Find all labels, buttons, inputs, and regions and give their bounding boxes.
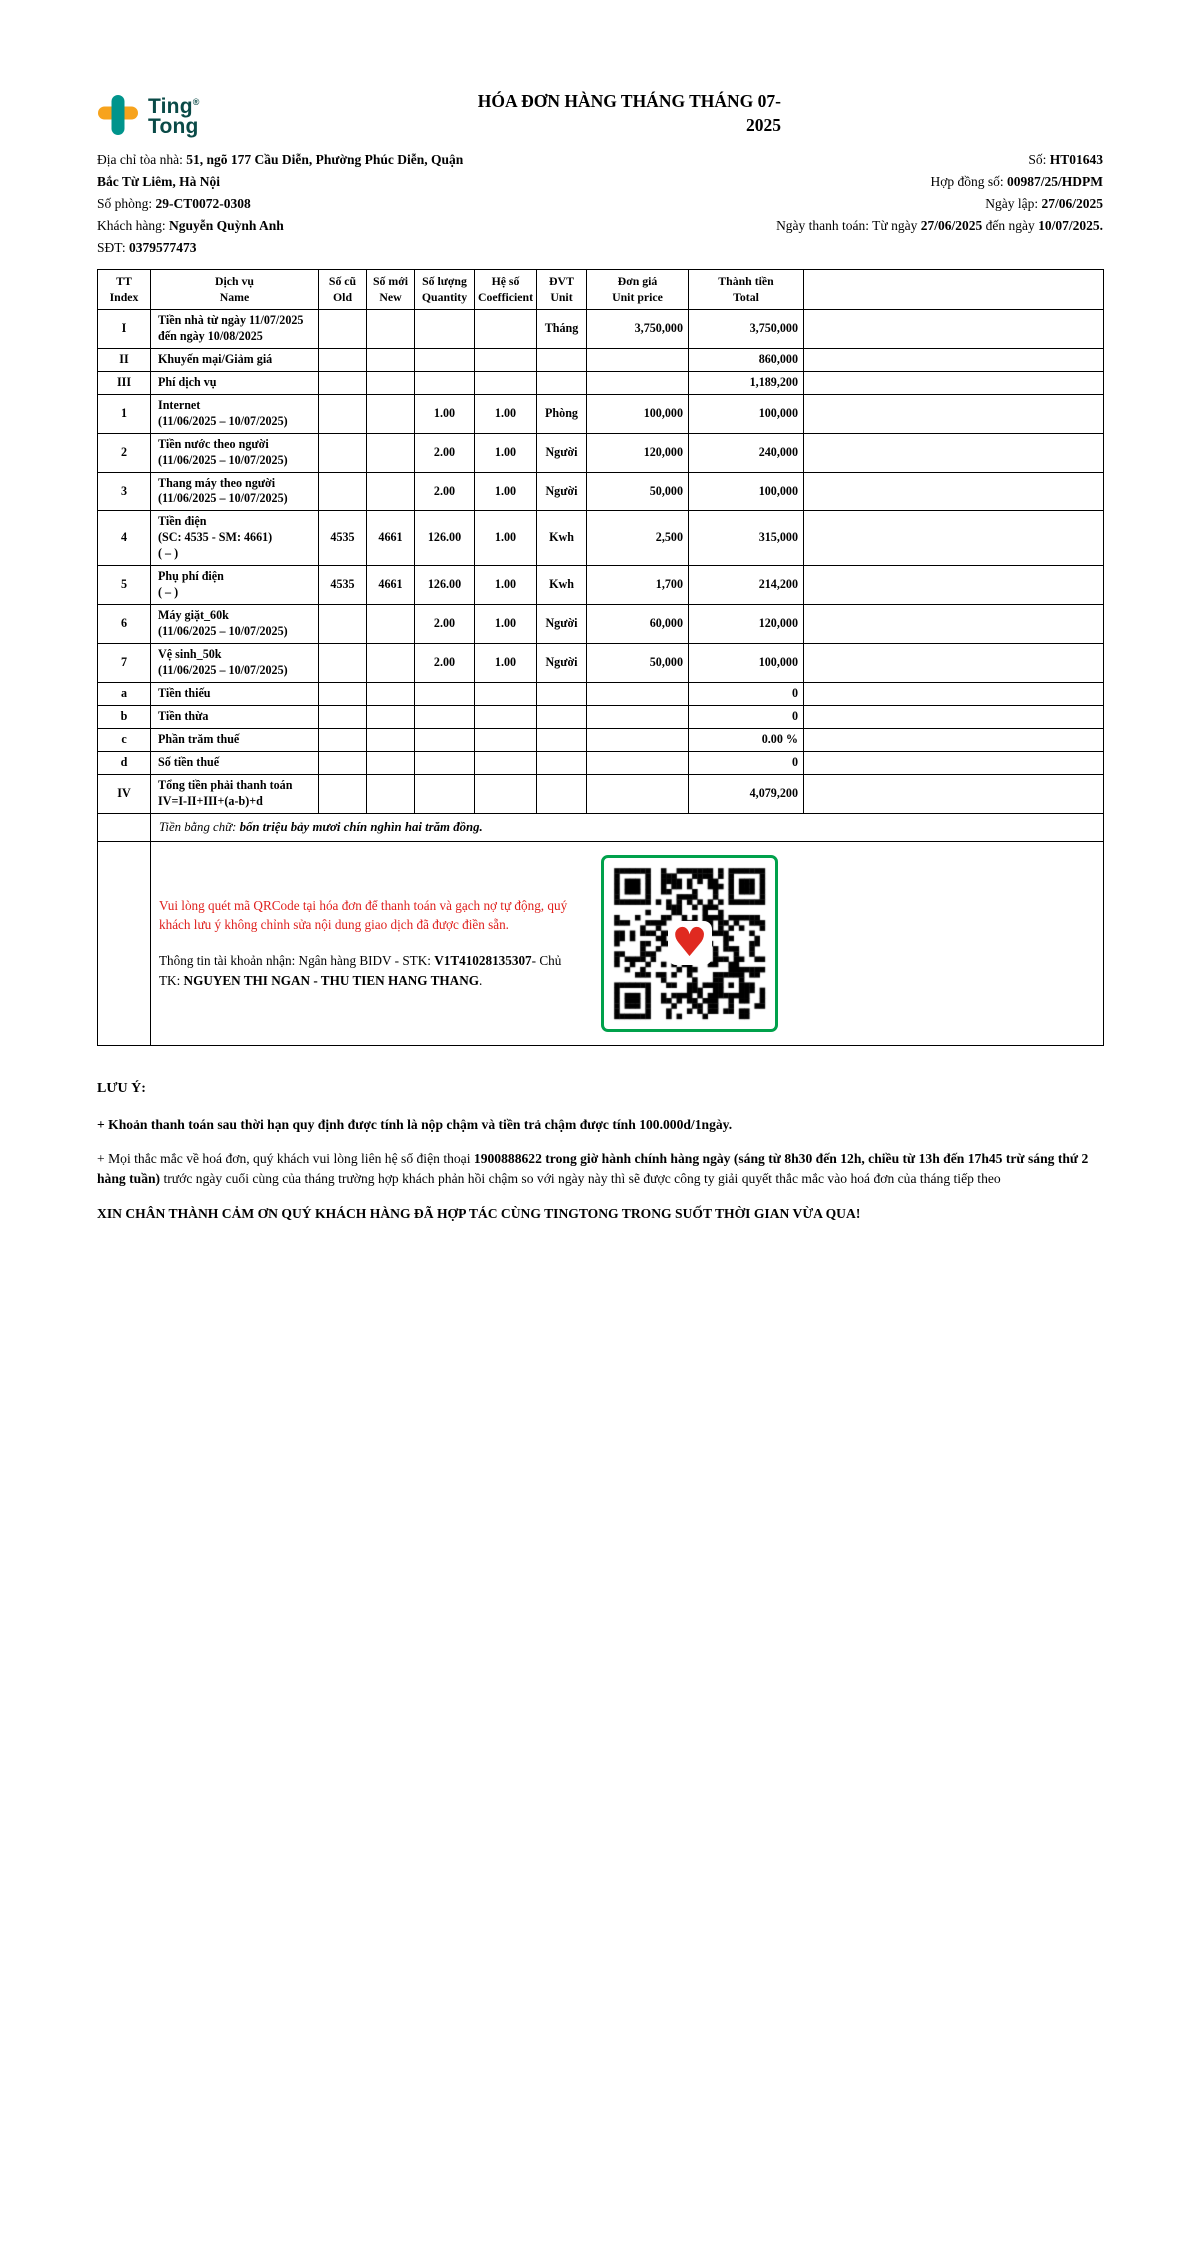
amount-in-words-row	[98, 813, 1104, 841]
spacer-cell	[804, 644, 1104, 683]
column-header-line: Đơn giá	[617, 274, 658, 289]
index-cell: 7	[98, 644, 151, 683]
column-header-line: Name	[219, 289, 250, 304]
qty-cell: 2.00	[415, 605, 475, 644]
old-cell	[319, 433, 367, 472]
new-cell	[367, 472, 415, 511]
service-name-cell	[151, 644, 319, 683]
column-header-line: TT	[116, 274, 132, 289]
coef-cell	[475, 728, 537, 751]
logo-word-tong: Tong	[148, 115, 199, 138]
new-cell	[367, 394, 415, 433]
index-cell: IV	[98, 774, 151, 813]
payment-warning: Vui lòng quét mã QRCode tại hóa đơn để thanh toán và gạch nợ tự động, quý khách lưu ý không chỉnh sửa nội dung giao dịch đã được điền sẵn.	[159, 897, 568, 933]
column-header-line: Coefficient	[477, 289, 534, 304]
service-row	[98, 371, 1104, 394]
value-text: 00987/25/HDPM	[1007, 174, 1103, 190]
service-row	[98, 394, 1104, 433]
service-row	[98, 309, 1104, 348]
column-header	[98, 270, 151, 310]
spacer-cell	[98, 841, 151, 1045]
logo-text	[148, 92, 200, 137]
qty-cell	[415, 728, 475, 751]
info-line	[776, 149, 1103, 171]
logo-word-ting-label: Ting	[148, 95, 193, 118]
qty-cell: 126.00	[415, 566, 475, 605]
value-text: NGUYEN THI NGAN - THU TIEN HANG THANG	[183, 972, 479, 988]
column-header-empty	[804, 270, 1104, 310]
coef-cell	[475, 371, 537, 394]
coef-cell: 1.00	[475, 605, 537, 644]
coef-cell: 1.00	[475, 644, 537, 683]
payment-account-info	[159, 951, 573, 991]
unit-cell: Phòng	[537, 394, 587, 433]
service-row	[98, 472, 1104, 511]
spacer-cell	[804, 472, 1104, 511]
info-line	[97, 193, 463, 215]
notes-section	[97, 1078, 1103, 1225]
index-cell: b	[98, 705, 151, 728]
label-text: .	[478, 972, 483, 988]
service-row	[98, 683, 1104, 706]
total-cell: 0	[689, 751, 804, 774]
index-cell: 3	[98, 472, 151, 511]
qty-cell: 2.00	[415, 644, 475, 683]
label-text: Hợp đồng số:	[930, 174, 1007, 190]
service-name-line: Tiền thiếu	[158, 686, 211, 701]
note-item	[97, 1115, 1103, 1135]
spacer-cell	[804, 683, 1104, 706]
label-text: trước ngày cuối cùng của tháng trường hợp khách phản hồi chậm so với ngày này thì sẽ được công ty giải quyết thắc mắc vào hoá đơn của tháng tiếp theo	[160, 1171, 1001, 1187]
spacer-cell	[804, 433, 1104, 472]
qty-cell	[415, 683, 475, 706]
old-cell	[319, 309, 367, 348]
spacer-cell	[804, 394, 1104, 433]
table-body	[98, 309, 1104, 813]
column-header	[689, 270, 804, 310]
qty-cell: 2.00	[415, 472, 475, 511]
service-name-cell	[151, 472, 319, 511]
info-line	[97, 215, 463, 237]
value-text: + Khoản thanh toán sau thời hạn quy định được tính là nộp chậm và tiền trả chậm được tính 100.000d/1ngày.	[97, 1116, 733, 1132]
unit-cell	[537, 728, 587, 751]
info-line	[97, 237, 463, 259]
old-cell	[319, 348, 367, 371]
service-row	[98, 774, 1104, 813]
label-text: SĐT:	[97, 240, 129, 256]
unit-cell	[537, 348, 587, 371]
coef-cell	[475, 348, 537, 371]
service-name-line: Phụ phí điện	[158, 569, 224, 584]
coef-cell	[475, 751, 537, 774]
service-name-line: (11/06/2025 – 10/07/2025)	[158, 663, 288, 678]
value-text: 27/06/2025	[920, 218, 983, 234]
service-name-line: (11/06/2025 – 10/07/2025)	[158, 413, 288, 428]
service-row	[98, 433, 1104, 472]
qty-cell: 1.00	[415, 394, 475, 433]
spacer-cell	[804, 566, 1104, 605]
qty-cell	[415, 774, 475, 813]
total-cell: 214,200	[689, 566, 804, 605]
registered-mark: ®	[192, 97, 200, 107]
label-text: - Chủ TK:	[159, 953, 562, 988]
total-cell: 3,750,000	[689, 309, 804, 348]
value-text: 10/07/2025.	[1038, 218, 1103, 234]
spacer-cell	[804, 705, 1104, 728]
old-cell	[319, 605, 367, 644]
payment-row	[98, 841, 1104, 1045]
total-cell: 240,000	[689, 433, 804, 472]
service-name-line: ( – )	[158, 546, 179, 561]
service-name-line: Tổng tiền phải thanh toán	[158, 777, 293, 792]
column-header	[475, 270, 537, 310]
column-header-line: Unit	[550, 289, 573, 304]
service-name-cell	[151, 511, 319, 566]
qty-cell: 2.00	[415, 433, 475, 472]
service-name-line: Khuyến mại/Giảm giá	[158, 351, 273, 366]
spacer-cell	[804, 348, 1104, 371]
service-name-line: Phí dịch vụ	[158, 374, 217, 389]
new-cell	[367, 348, 415, 371]
qty-cell	[415, 751, 475, 774]
service-name-cell	[151, 728, 319, 751]
price-cell	[587, 683, 689, 706]
service-row	[98, 644, 1104, 683]
column-header-line: ĐVT	[549, 274, 574, 289]
service-row	[98, 705, 1104, 728]
spacer-cell	[98, 813, 151, 841]
service-name-cell	[151, 751, 319, 774]
payment-cell	[151, 841, 1104, 1045]
label-text: đến ngày	[982, 218, 1039, 234]
service-name-line: Số tiền thuế	[158, 754, 220, 769]
index-cell: 2	[98, 433, 151, 472]
service-name-line: Tiền nước theo người	[158, 436, 269, 451]
invoice-header	[97, 90, 1103, 137]
new-cell	[367, 433, 415, 472]
service-name-line: Phần trăm thuế	[158, 731, 240, 746]
service-name-cell	[151, 705, 319, 728]
service-name-line: IV=I-II+III+(a-b)+d	[158, 793, 263, 808]
value-text: 29-CT0072-0308	[155, 196, 251, 212]
column-header-line: Số lượng	[422, 274, 467, 289]
unit-cell: Người	[537, 644, 587, 683]
service-name-cell	[151, 566, 319, 605]
column-header	[537, 270, 587, 310]
info-line	[776, 171, 1103, 193]
old-cell	[319, 683, 367, 706]
old-cell	[319, 394, 367, 433]
service-name-cell	[151, 433, 319, 472]
total-cell: 315,000	[689, 511, 804, 566]
unit-cell: Kwh	[537, 566, 587, 605]
new-cell	[367, 605, 415, 644]
invoice-title: HÓA ĐƠN HÀNG THÁNG THÁNG 07-2025	[477, 91, 781, 135]
new-cell	[367, 309, 415, 348]
tingtong-logo	[97, 92, 200, 137]
service-name-line: Máy giặt_60k	[158, 608, 229, 623]
qty-cell	[415, 371, 475, 394]
value-text: HT01643	[1049, 152, 1103, 168]
old-cell	[319, 371, 367, 394]
service-name-line: ( – )	[158, 585, 179, 600]
new-cell	[367, 644, 415, 683]
old-cell	[319, 705, 367, 728]
old-cell	[319, 644, 367, 683]
info-line	[97, 149, 463, 171]
price-cell	[587, 728, 689, 751]
column-header-line: Số mới	[372, 274, 409, 289]
service-name-cell	[151, 605, 319, 644]
price-cell: 1,700	[587, 566, 689, 605]
service-row	[98, 348, 1104, 371]
value-text: 27/06/2025	[1041, 196, 1103, 212]
table-header-row	[98, 270, 1104, 310]
column-header-line: Old	[332, 289, 352, 304]
spacer-cell	[804, 751, 1104, 774]
service-name-cell	[151, 683, 319, 706]
index-cell: 4	[98, 511, 151, 566]
unit-cell	[537, 371, 587, 394]
total-cell: 4,079,200	[689, 774, 804, 813]
new-cell	[367, 751, 415, 774]
old-cell	[319, 774, 367, 813]
value-text: 1900888622 trong giờ hành chính hàng ngày (sáng từ 8h30 đến 12h, chiều từ 13h đến 17h45 trừ sáng thứ 2 hàng tuần)	[97, 1151, 1089, 1187]
notes-items	[97, 1115, 1103, 1225]
column-header-line: Quantity	[421, 289, 468, 304]
label-text: Số:	[1028, 152, 1050, 168]
service-name-line: đến ngày 10/08/2025	[158, 328, 263, 343]
service-name-cell	[151, 394, 319, 433]
coef-cell: 1.00	[475, 433, 537, 472]
invoice-table	[97, 269, 1104, 1045]
unit-cell: Kwh	[537, 511, 587, 566]
index-cell: III	[98, 371, 151, 394]
info-left	[97, 149, 463, 259]
index-cell: 5	[98, 566, 151, 605]
new-cell	[367, 774, 415, 813]
price-cell: 60,000	[587, 605, 689, 644]
label-text: + Mọi thắc mắc về hoá đơn, quý khách vui lòng liên hệ số điện thoại	[97, 1151, 474, 1167]
index-cell: c	[98, 728, 151, 751]
total-cell: 100,000	[689, 472, 804, 511]
spacer-cell	[804, 774, 1104, 813]
total-cell: 860,000	[689, 348, 804, 371]
old-cell	[319, 751, 367, 774]
coef-cell: 1.00	[475, 394, 537, 433]
qty-cell	[415, 705, 475, 728]
label-text: Thông tin tài khoản nhận: Ngân hàng BIDV - STK:	[159, 953, 435, 969]
column-header-line: Unit price	[612, 289, 663, 304]
total-cell: 100,000	[689, 644, 804, 683]
qty-cell: 126.00	[415, 511, 475, 566]
service-name-line: (11/06/2025 – 10/07/2025)	[158, 624, 288, 639]
amount-in-words-cell	[151, 813, 1104, 841]
price-cell: 50,000	[587, 472, 689, 511]
qr-heart-glyph: ♥	[671, 920, 708, 967]
unit-cell	[537, 705, 587, 728]
unit-cell	[537, 751, 587, 774]
index-cell: d	[98, 751, 151, 774]
price-cell	[587, 774, 689, 813]
price-cell: 50,000	[587, 644, 689, 683]
logo-word-ting	[148, 92, 200, 117]
unit-cell: Người	[537, 433, 587, 472]
price-cell	[587, 751, 689, 774]
index-cell: II	[98, 348, 151, 371]
service-name-line: (11/06/2025 – 10/07/2025)	[158, 452, 288, 467]
old-cell: 4535	[319, 511, 367, 566]
qr-frame	[601, 855, 778, 1032]
amount-in-words-value: bốn triệu bảy mươi chín nghìn hai trăm đồng.	[239, 819, 483, 834]
coef-cell: 1.00	[475, 511, 537, 566]
value-text: Nguyễn Quỳnh Anh	[168, 218, 284, 234]
total-cell: 100,000	[689, 394, 804, 433]
value-text: Bắc Từ Liêm, Hà Nội	[97, 174, 220, 190]
service-name-cell	[151, 371, 319, 394]
column-header-line: Thành tiền	[718, 274, 774, 289]
spacer-cell	[804, 371, 1104, 394]
total-cell: 0.00 %	[689, 728, 804, 751]
spacer-cell	[804, 511, 1104, 566]
column-header-line: Total	[733, 289, 759, 304]
service-name-line: Internet	[158, 397, 201, 412]
service-row	[98, 511, 1104, 566]
column-header-line: Index	[109, 289, 139, 304]
coef-cell	[475, 774, 537, 813]
index-cell: 1	[98, 394, 151, 433]
spacer-cell	[804, 605, 1104, 644]
column-header-line: Dịch vụ	[214, 274, 254, 289]
price-cell	[587, 348, 689, 371]
old-cell	[319, 472, 367, 511]
service-name-cell	[151, 348, 319, 371]
label-text: Ngày thanh toán: Từ ngày	[776, 218, 921, 234]
info-line	[97, 171, 463, 193]
service-name-line: Tiền thừa	[158, 708, 209, 723]
price-cell	[587, 371, 689, 394]
label-text: Ngày lập:	[985, 196, 1042, 212]
total-cell: 1,189,200	[689, 371, 804, 394]
coef-cell: 1.00	[475, 566, 537, 605]
info-line	[776, 193, 1103, 215]
info-right	[776, 149, 1103, 259]
label-text: Số phòng:	[97, 196, 156, 212]
service-name-cell	[151, 309, 319, 348]
new-cell	[367, 728, 415, 751]
unit-cell	[537, 774, 587, 813]
info-line	[776, 215, 1103, 237]
spacer-cell	[804, 309, 1104, 348]
index-cell: 6	[98, 605, 151, 644]
price-cell: 120,000	[587, 433, 689, 472]
price-cell	[587, 705, 689, 728]
service-name-cell	[151, 774, 319, 813]
label-text: Địa chỉ tòa nhà:	[97, 152, 187, 168]
coef-cell: 1.00	[475, 472, 537, 511]
total-cell: 120,000	[689, 605, 804, 644]
new-cell	[367, 705, 415, 728]
invoice-info	[97, 149, 1103, 259]
qr-center-logo	[668, 921, 712, 965]
tingtong-logo-icon	[97, 94, 139, 136]
total-cell: 0	[689, 683, 804, 706]
value-text: 51, ngõ 177 Cầu Diễn, Phường Phúc Diễn, Quận	[186, 152, 464, 168]
column-header	[415, 270, 475, 310]
unit-cell: Người	[537, 472, 587, 511]
spacer-cell	[804, 728, 1104, 751]
new-cell: 4661	[367, 566, 415, 605]
value-text: V1T41028135307	[434, 953, 532, 969]
index-cell: a	[98, 683, 151, 706]
logo-bar-v	[112, 95, 125, 135]
column-header	[319, 270, 367, 310]
note-item	[97, 1204, 1103, 1224]
column-header-line: Số cũ	[328, 274, 357, 289]
payment-text	[159, 896, 573, 991]
note-item	[97, 1149, 1103, 1190]
label-text: Khách hàng:	[97, 218, 169, 234]
old-cell: 4535	[319, 566, 367, 605]
new-cell	[367, 683, 415, 706]
new-cell: 4661	[367, 511, 415, 566]
column-header	[151, 270, 319, 310]
value-text: XIN CHÂN THÀNH CẢM ƠN QUÝ KHÁCH HÀNG ĐÃ HỢP TÁC CÙNG TINGTONG TRONG SUỐT THỜI GIAN VỪA QUA!	[97, 1205, 861, 1221]
column-header	[367, 270, 415, 310]
service-name-line: Vệ sinh_50k	[158, 647, 222, 662]
service-name-line: Tiền điện	[158, 514, 207, 529]
service-name-line: Tiền nhà từ ngày 11/07/2025	[158, 312, 304, 327]
service-row	[98, 728, 1104, 751]
unit-cell: Người	[537, 605, 587, 644]
service-row	[98, 751, 1104, 774]
column-header	[587, 270, 689, 310]
unit-cell	[537, 683, 587, 706]
price-cell: 100,000	[587, 394, 689, 433]
service-name-line: (SC: 4535 - SM: 4661)	[158, 530, 273, 545]
service-row	[98, 566, 1104, 605]
price-cell: 2,500	[587, 511, 689, 566]
notes-heading: LƯU Ý:	[97, 1080, 146, 1096]
column-header-line: New	[379, 289, 402, 304]
coef-cell	[475, 705, 537, 728]
service-name-line: (11/06/2025 – 10/07/2025)	[158, 491, 288, 506]
coef-cell	[475, 683, 537, 706]
qty-cell	[415, 348, 475, 371]
index-cell: I	[98, 309, 151, 348]
service-name-line: Thang máy theo người	[158, 475, 276, 490]
unit-cell: Tháng	[537, 309, 587, 348]
amount-in-words-label: Tiền bằng chữ:	[159, 819, 240, 834]
column-header-line: Hệ số	[491, 274, 520, 289]
new-cell	[367, 371, 415, 394]
total-cell: 0	[689, 705, 804, 728]
old-cell	[319, 728, 367, 751]
value-text: 0379577473	[128, 240, 197, 256]
coef-cell	[475, 309, 537, 348]
qty-cell	[415, 309, 475, 348]
service-row	[98, 605, 1104, 644]
price-cell: 3,750,000	[587, 309, 689, 348]
